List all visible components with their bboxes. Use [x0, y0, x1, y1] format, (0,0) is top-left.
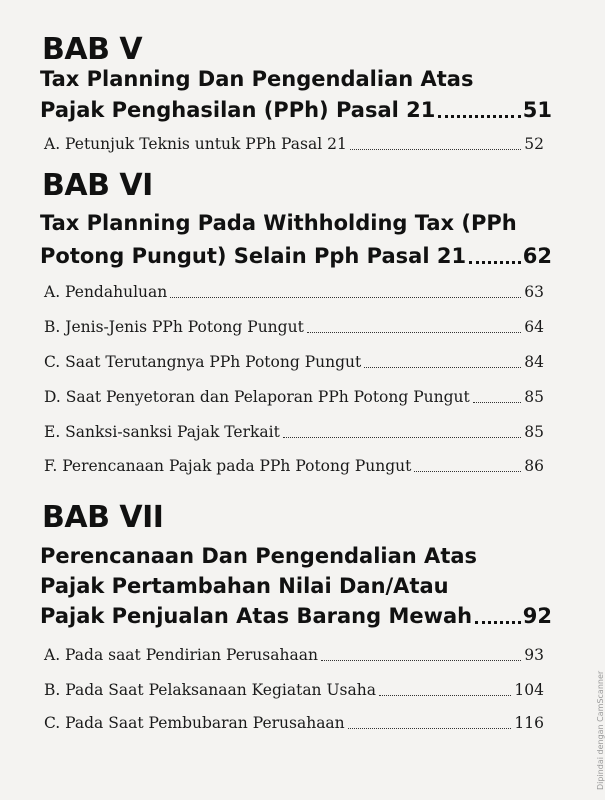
- chapter-title-bab-5: BAB V: [42, 32, 143, 67]
- toc-entry-page: 104: [514, 681, 544, 699]
- chapter-title-bab-6: BAB VI: [42, 168, 153, 203]
- toc-entry[interactable]: [44, 680, 544, 700]
- dot-leader: [321, 660, 521, 661]
- dot-leader: [414, 471, 521, 472]
- toc-entry-text: C. Pada Saat Pembubaran Perusahaan: [44, 714, 345, 732]
- chapter-heading-last-line: [40, 603, 552, 629]
- chapter-heading-text: Potong Pungut) Selain Pph Pasal 21: [40, 244, 467, 268]
- chapter-heading-line: Perencanaan Dan Pengendalian Atas: [40, 544, 478, 568]
- dot-leader: [469, 261, 521, 264]
- dot-leader: [364, 367, 521, 368]
- toc-entry[interactable]: [44, 713, 544, 733]
- chapter-heading-last-line: [40, 243, 552, 269]
- toc-entry-text: E. Sanksi-sanksi Pajak Terkait: [44, 423, 280, 441]
- toc-entry[interactable]: [44, 456, 544, 476]
- scanner-watermark-text: Dipindai dengan CamScanner: [596, 670, 605, 790]
- dot-leader: [170, 297, 521, 298]
- toc-entry-page: 93: [524, 646, 544, 664]
- dot-leader: [283, 437, 521, 438]
- toc-entry-page: 86: [524, 457, 544, 475]
- toc-entry[interactable]: [44, 422, 544, 442]
- chapter-page-number: 62: [522, 244, 552, 268]
- toc-entry[interactable]: [44, 134, 544, 154]
- toc-entry[interactable]: [44, 352, 544, 372]
- toc-entry-text: B. Jenis-Jenis PPh Potong Pungut: [44, 318, 304, 336]
- toc-entry-text: B. Pada Saat Pelaksanaan Kegiatan Usaha: [44, 681, 376, 699]
- toc-entry-page: 63: [524, 283, 544, 301]
- toc-entry-page: 64: [524, 318, 544, 336]
- toc-entry-text: F. Perencanaan Pajak pada PPh Potong Pungut: [44, 457, 412, 475]
- dot-leader: [348, 728, 512, 729]
- toc-entry-text: D. Saat Penyetoran dan Pelaporan PPh Potong Pungut: [44, 388, 470, 406]
- dot-leader: [438, 115, 520, 118]
- toc-entry-page: 85: [524, 423, 544, 441]
- dot-leader: [307, 332, 521, 333]
- toc-entry-text: A. Pada saat Pendirian Perusahaan: [44, 646, 318, 664]
- toc-entry-page: 52: [524, 135, 544, 153]
- dot-leader: [475, 621, 521, 624]
- chapter-page-number: 51: [522, 98, 552, 122]
- toc-entry-text: A. Petunjuk Teknis untuk PPh Pasal 21: [44, 135, 347, 153]
- chapter-heading-text: Pajak Penghasilan (PPh) Pasal 21: [40, 98, 436, 122]
- toc-entry[interactable]: [44, 317, 544, 337]
- chapter-heading-line: Tax Planning Dan Pengendalian Atas: [40, 67, 474, 91]
- chapter-heading-text: Pajak Penjualan Atas Barang Mewah: [40, 604, 473, 628]
- scanner-watermark: [584, 640, 605, 790]
- dot-leader: [350, 149, 521, 150]
- toc-entry[interactable]: [44, 387, 544, 407]
- dot-leader: [379, 695, 511, 696]
- toc-entry-page: 85: [524, 388, 544, 406]
- chapter-heading-last-line: [40, 97, 552, 123]
- chapter-title-bab-7: BAB VII: [42, 500, 164, 535]
- toc-entry[interactable]: [44, 282, 544, 302]
- toc-entry-text: C. Saat Terutangnya PPh Potong Pungut: [44, 353, 362, 371]
- toc-entry-page: 84: [524, 353, 544, 371]
- toc-entry-page: 116: [514, 714, 544, 732]
- chapter-heading-line: Tax Planning Pada Withholding Tax (PPh: [40, 211, 517, 235]
- toc-entry[interactable]: [44, 645, 544, 665]
- toc-entry-text: A. Pendahuluan: [44, 283, 168, 301]
- dot-leader: [473, 402, 522, 403]
- chapter-page-number: 92: [522, 604, 552, 628]
- chapter-heading-line: Pajak Pertambahan Nilai Dan/Atau: [40, 574, 449, 598]
